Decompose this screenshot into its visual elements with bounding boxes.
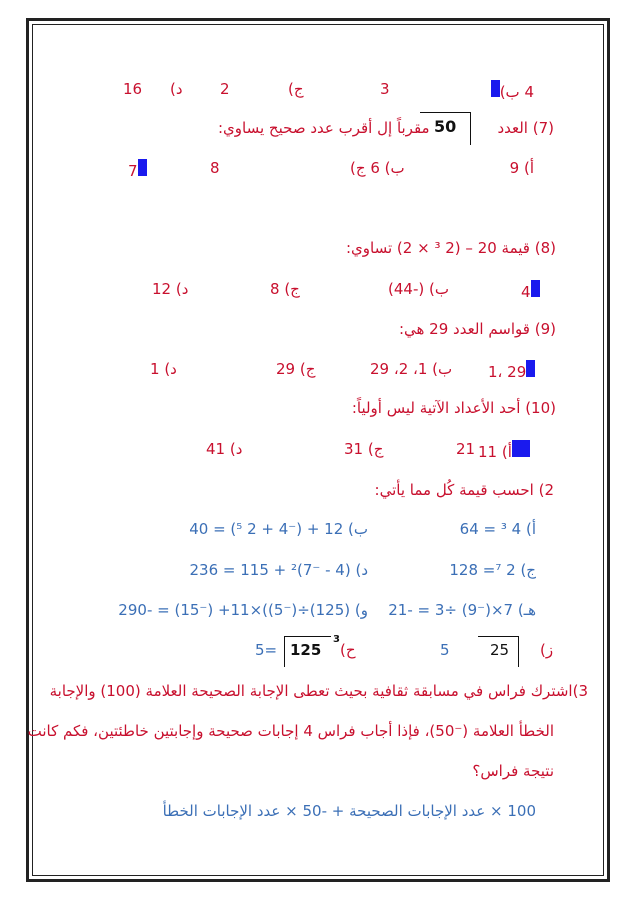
q7-option-d: 7 (128, 159, 147, 180)
q6-option-d-label: د) (170, 80, 183, 98)
q8-option-d: د) 12 (152, 280, 189, 298)
q9-text: (9) قواسم العدد 29 هي: (398, 320, 556, 338)
s2-item-h: هـ) 7×(⁻9) ÷3 = -21 (388, 601, 536, 619)
q9-option-a: 1، 29 (488, 360, 535, 381)
q8-option-j: ج) 8 (270, 280, 300, 298)
q8-text: (8) قيمة 20 – (2 ³ × 2) تساوي: (346, 239, 556, 257)
z-radicand: 25 (490, 641, 510, 659)
q10-option-a: أ) 11 (478, 440, 530, 461)
q10-text: (10) أحد الأعداد الآتية ليس أولياً: (351, 399, 556, 417)
s2-item-b: ب) 12 + (⁻4 + 2 ⁵) = 40 (189, 520, 368, 538)
highlight-mark (512, 440, 530, 457)
s2-item-j: ج) 2 ⁷= 128 (449, 561, 536, 579)
s2-item-h2-label: ح) (340, 641, 356, 659)
h2-radicand: 125 (290, 641, 322, 659)
q8-option-a: 4 (521, 280, 540, 301)
s3-line2: الخطأ العلامة (⁻50)، فإذا أجاب فراس 4 إجابات صحيحة وإجابتين خاطئتين، فكم كانت (27, 722, 554, 740)
z-result: 5 (440, 641, 450, 659)
q6-option-2: 2 (220, 80, 230, 98)
q7-option-a: أ) 9 (509, 159, 534, 177)
q6-option-a: 3 (380, 80, 390, 98)
q7-label: (7) العدد (497, 119, 554, 137)
q9-option-d: د) 1 (150, 360, 177, 378)
s2-item-a: أ) 4 ³ = 64 (459, 520, 536, 538)
highlight-mark (526, 360, 535, 377)
s3-line1: 3)اشترك فراس في مسابقة ثقافية بحيث تعطى الإجابة الصحيحة العلامة (100) والإجابة (49, 682, 588, 700)
q9-option-j: ج) 29 (276, 360, 316, 378)
s3-formula: 100 × عدد الإجابات الصحيحة + -50 × عدد الإجابات الخطأ (162, 802, 536, 820)
highlight-mark (531, 280, 540, 297)
s2-item-d: د) (4 - ⁻7)² + 115 = 236 (189, 561, 368, 579)
q6-option-16: 16 (123, 80, 143, 98)
s2-item-w: و) (125)÷(⁻5))×11+ (⁻15) = -290 (118, 601, 368, 619)
q7-rest: مقرباً إل أقرب عدد صحيح يساوي: (218, 119, 430, 137)
section2-title: 2) احسب قيمة كُل مما يأتي: (374, 481, 554, 499)
s2-item-z-label: ز) (540, 641, 554, 659)
q9-option-b: ب) 1، 2، 29 (370, 360, 453, 378)
q10-option-j: ج) 31 (344, 440, 384, 458)
q6-option-b: 4 ب) (491, 80, 534, 101)
highlight-mark (491, 80, 500, 97)
cube-root-index: 3 (333, 634, 340, 645)
q8-option-b: ب) (-44) (388, 280, 449, 298)
q6-option-j-label: ج) (288, 80, 304, 98)
q7-option-c: 8 (210, 159, 220, 177)
q10-option-d: د) 41 (206, 440, 243, 458)
q7-option-b: ب) 6 ج) (350, 159, 405, 177)
q7-radicand: 50 (434, 117, 457, 136)
h2-result: 5= (255, 641, 278, 659)
q10-option-b: 21 (456, 440, 476, 458)
highlight-mark (138, 159, 147, 176)
s3-line3: نتيجة فراس؟ (472, 762, 554, 780)
